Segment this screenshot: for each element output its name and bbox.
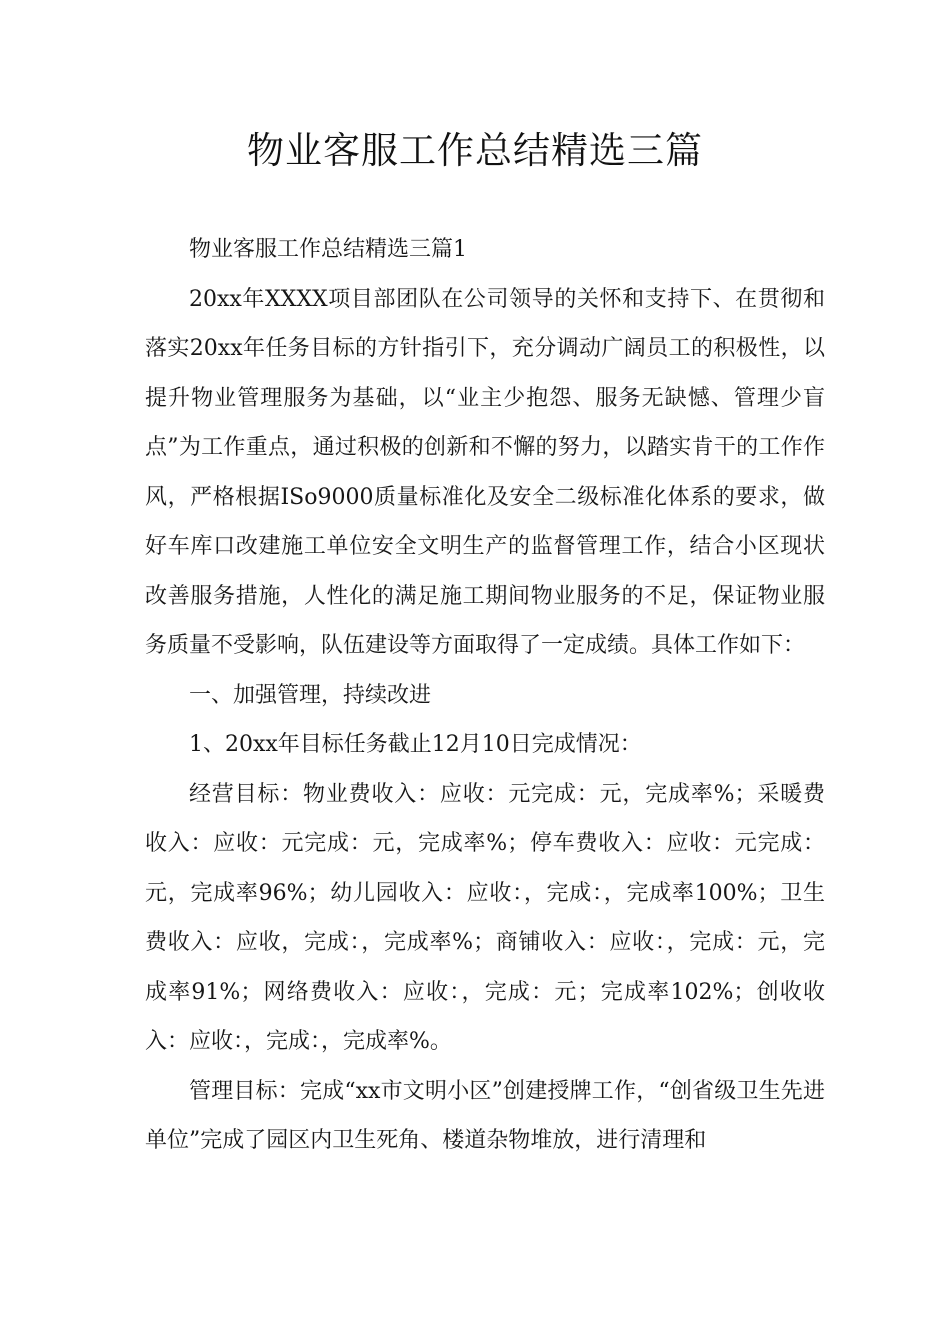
document-body <box>145 225 825 1166</box>
management-goals-paragraph: 管理目标：完成“xx市文明小区”创建授牌工作，“创省级卫生先进单位”完成了园区内卫生死角、楼道杂物堆放，进行清理和 <box>145 1078 825 1153</box>
document-title: 物业客服工作总结精选三篇 <box>247 129 703 172</box>
business-goals-paragraph: 经营目标：物业费收入：应收：元完成：元，完成率%；采暖费收入：应收：元完成：元，完成率%；停车费收入：应收：元完成：元，完成率96%；幼儿园收入：应收：，完成：，完成率100%；卫生费收入：应收，完成：，完成率%；商铺收入：应收：，完成：元，完成率91%；网络费收入：应收：，完成：元；完成率102%；创收收入：应收：，完成：，完成率%。 <box>145 781 825 1054</box>
section-heading: 物业客服工作总结精选三篇1 <box>189 237 467 262</box>
target-status-heading: 1、20xx年目标任务截止12月10日完成情况： <box>189 732 642 757</box>
section-heading-management: 一、加强管理，持续改进 <box>189 682 432 708</box>
intro-paragraph: 20xx年XXXX项目部团队在公司领导的关怀和支持下、在贯彻和落实20xx年任务目标的方针指引下，充分调动广阔员工的积极性，以提升物业管理服务为基础，以“业主少抱怨、服务无缺憾、管理少盲点”为工作重点，通过积极的创新和不懈的努力，以踏实肯干的工作作风，严格根据ISo9000质量标准化及安全二级标准化体系的要求，做好车库口改建施工单位安全文明生产的监督管理工作，结合小区现状改善服务措施，人性化的满足施工期间物业服务的不足，保证物业服务质量不受影响，队伍建设等方面取得了一定成绩。具体工作如下： <box>145 286 825 658</box>
